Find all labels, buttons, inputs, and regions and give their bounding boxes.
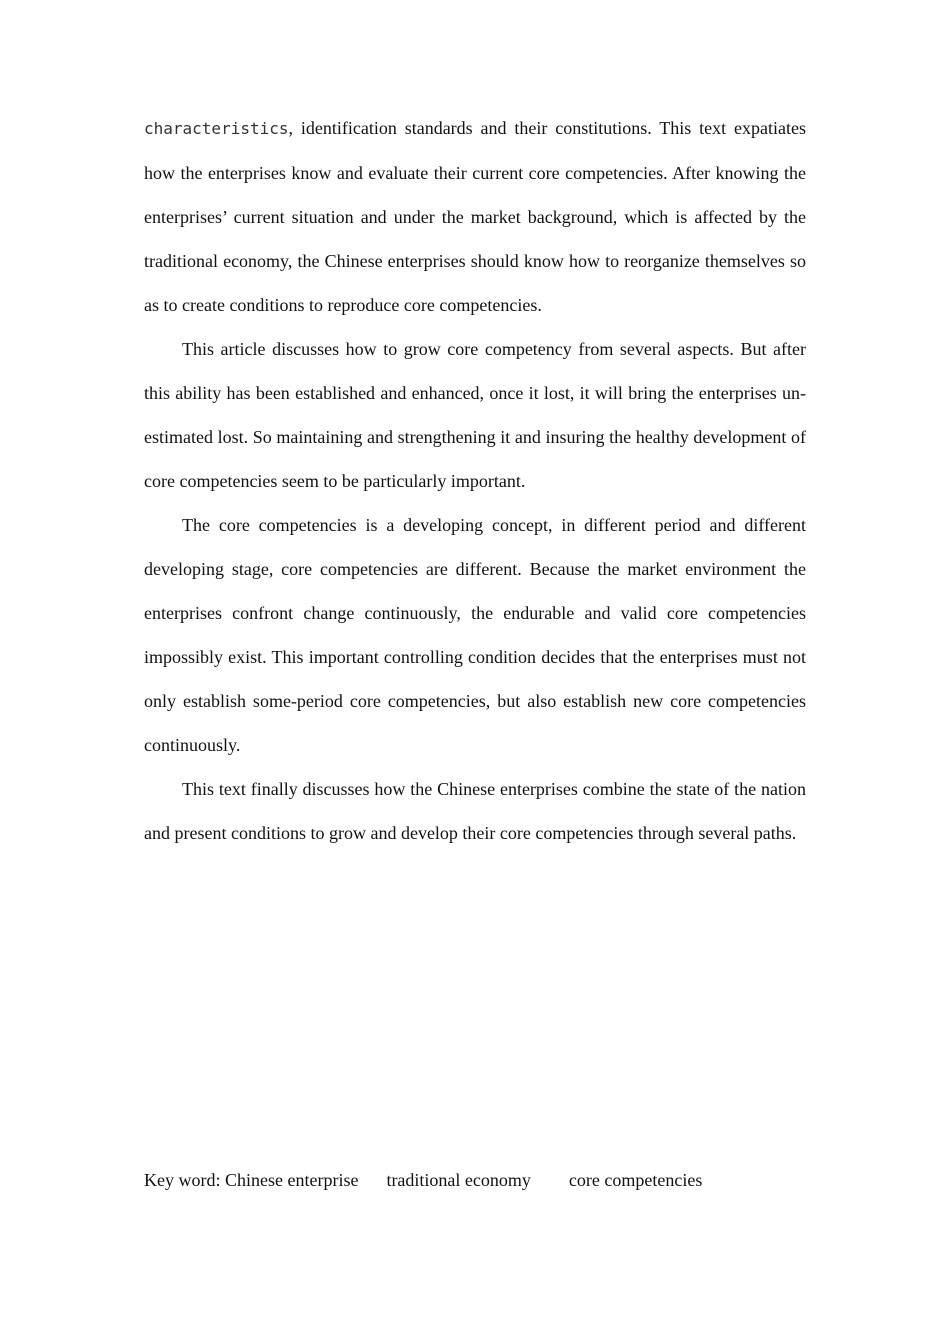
paragraph-1-text: , identification standards and their constitutions. This text expatiates how the enterprises know and evaluate their current core competencies. After knowing the enterprises’ current situation and under the market background, which is affected by the traditional economy, the Chinese enterprises should know how to reorganize themselves so as to create conditions to reproduce core competencies. <box>144 118 806 315</box>
keyword-core-competencies: core competencies <box>568 1170 703 1190</box>
keywords-line <box>144 1158 702 1202</box>
paragraph-4: This text finally discusses how the Chinese enterprises combine the state of the nation and present conditions to grow and develop their core competencies through several paths. <box>144 779 806 843</box>
keyword-traditional-economy: traditional economy <box>386 1170 531 1190</box>
document-body <box>144 106 806 855</box>
paragraph-1 <box>144 106 806 327</box>
paragraph-3: The core competencies is a developing concept, in different period and different developing stage, core competencies are different. Because the market environment the enterprises confront change continuously, the endurable and valid core competencies impossibly exist. This important controlling condition decides that the enterprises must not only establish some-period core competencies, but also establish new core competencies continuously. <box>144 515 806 755</box>
paragraph-1-lead-word: characteristics <box>144 119 289 138</box>
paragraph-2: This article discusses how to grow core competency from several aspects. But after this ability has been established and enhanced, once it lost, it will bring the enterprises un-estimated lost. So maintaining and strengthening it and insuring the healthy development of core competencies seem to be particularly important. <box>144 339 806 491</box>
keywords-label: Key word: Chinese enterprise <box>144 1170 359 1190</box>
